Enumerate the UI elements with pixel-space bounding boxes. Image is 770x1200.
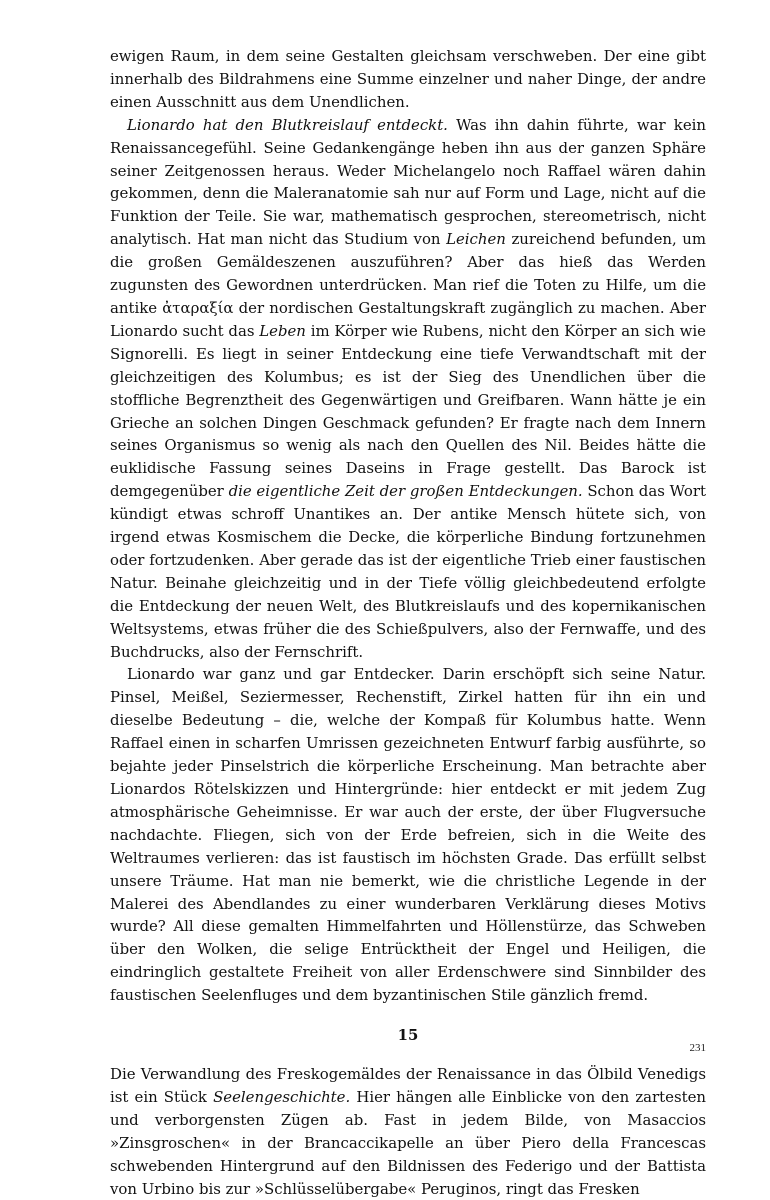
paragraph-lionardo-discoverer <box>110 663 706 1007</box>
paragraph-text: Schon das Wort kündigt etwas schroff Unantikes an. Der antike Mensch hütete sich, von irgend etwas Kosmischem die Decke, die körperliche Bindung fortzunehmen oder fortzudenken. Aber gerade das ist der eigentliche Trieb einer faustischen Natur. Beinahe gleichzeitig und in der Tiefe völlig gleichbedeutend erfolgte die Entdeckung der neuen Welt, des Blutkreislaufs und des kopernikanischen Weltsystems, etwas früher die des Schießpulvers, also der Fernwaffe, und des Buchdrucks, also der Fernschrift. <box>110 482 706 661</box>
paragraph-text: Lionardo war ganz und gar Entdecker. Darin erschöpft sich seine Natur. Pinsel, Meißel, Seziermesser, Rechenstift, Zirkel hatten für ihn ein und dieselbe Bedeutung – die, welche der Kompaß für Kolumbus hatte. Wenn Raffael einen in scharfen Umrissen gezeichneten Entwurf farbig ausführte, so bejahte jeder Pinselstrich die körperliche Erscheinung. Man betrachte aber Lionardos Rötelskizzen und Hintergründe: hier entdeckt er mit jedem Zug atmosphärische Geheimnisse. Er war auch der erste, der über Flugversuche nachdachte. Fliegen, sich von der Erde befreien, sich in die Weite des Weltraumes verlieren: das ist faustisch im höchsten Grade. Das erfüllt selbst unsere Träume. Hat man nie bemerkt, wie die christliche Legende in der Malerei des Abendlandes zu einer wunderbaren Verklärung dieses Motivs wurde? All diese gemalten Himmelfahrten und Höllenstürze, das Schweben über den Wolken, die selige Entrücktheit der Engel und Heiligen, die eindringlich gestaltete Freiheit von aller Erdenschwere sind Sinnbilder des faustischen Seelenfluges und dem byzantinischen Stile gänzlich fremd. <box>110 665 706 1005</box>
emphasis-text: Leichen <box>446 230 506 249</box>
emphasis-text: Leben <box>259 321 306 340</box>
paragraph-text: Die Verwandlung des Freskogemäldes der Renaissance in das Ölbild Venedigs ist ein Stück <box>110 1064 706 1106</box>
paragraph-fresco-transformation <box>110 1063 706 1200</box>
emphasis-text: die eigentliche Zeit der großen Entdeckungen. <box>228 482 583 501</box>
paragraph-text: Was ihn dahin führte, war kein Renaissancegefühl. Seine Gedankengänge heben ihn aus der ganzen Sphäre seiner Zeitgenossen heraus. Weder Michelangelo noch Raffael wären dahin gekommen, denn die Maleranatomie sah nur auf Form und Lage, nicht auf die Funktion der Teile. Sie war, mathematisch gesprochen, stereometrisch, nicht analytisch. Hat man nicht das Studium von <box>110 115 706 249</box>
emphasis-text: Seelengeschichte. <box>213 1087 351 1106</box>
paragraph-text: ewigen Raum, in dem seine Gestalten gleichsam verschweben. Der eine gibt innerhalb des Bildrahmens eine Summe einzelner und naher Dinge, der andre einen Ausschnitt aus dem Unendlichen. <box>110 47 706 111</box>
page-number: 231 <box>689 1042 706 1054</box>
book-page <box>110 45 706 1200</box>
section-number: 15 <box>397 1026 419 1045</box>
paragraph-text: Hier hängen alle Einblicke von den zartesten und verborgensten Zügen ab. Fast in jedem Bilde, von Masaccios »Zinsgroschen« in der Brancaccikapelle an über Piero della Francescas schwebenden Hintergrund auf den Bildnissen des Federigo und der Battista von Urbino bis zur »Schlüsselübergabe« Peruginos, ringt das Fresken <box>110 1087 707 1198</box>
paragraph-lionardo-blood-circulation <box>110 114 706 664</box>
paragraph-text: im Körper wie Rubens, nicht den Körper an sich wie Signorelli. Es liegt in seiner Entdeckung eine tiefe Verwandtschaft mit der gleichzeitigen des Kolumbus; es ist der Sieg des Unendlichen über die stoffliche Begrenztheit des Gegenwärtigen und Greifbaren. Wann hätte je ein Grieche an solchen Dingen Geschmack gefunden? Er fragte nach dem Innern seines Organismus so wenig als nach den Quellen des Nil. Beides hätte die euklidische Fassung seines Daseins in Frage gestellt. Das Barock ist demgegenüber <box>110 321 706 501</box>
paragraph-continuation <box>110 45 706 114</box>
paragraph-text: zureichend befunden, um die großen Gemäldeszenen auszuführen? Aber das hieß das Werden zugunsten des Gewordnen unterdrücken. Man rief die Toten zu Hilfe, um die antike ἀταραξία der nordischen Gestaltungskraft zugänglich zu machen. Aber Lionardo sucht das <box>110 230 706 340</box>
emphasis-text: Lionardo hat den Blutkreislauf entdeckt. <box>127 115 448 134</box>
